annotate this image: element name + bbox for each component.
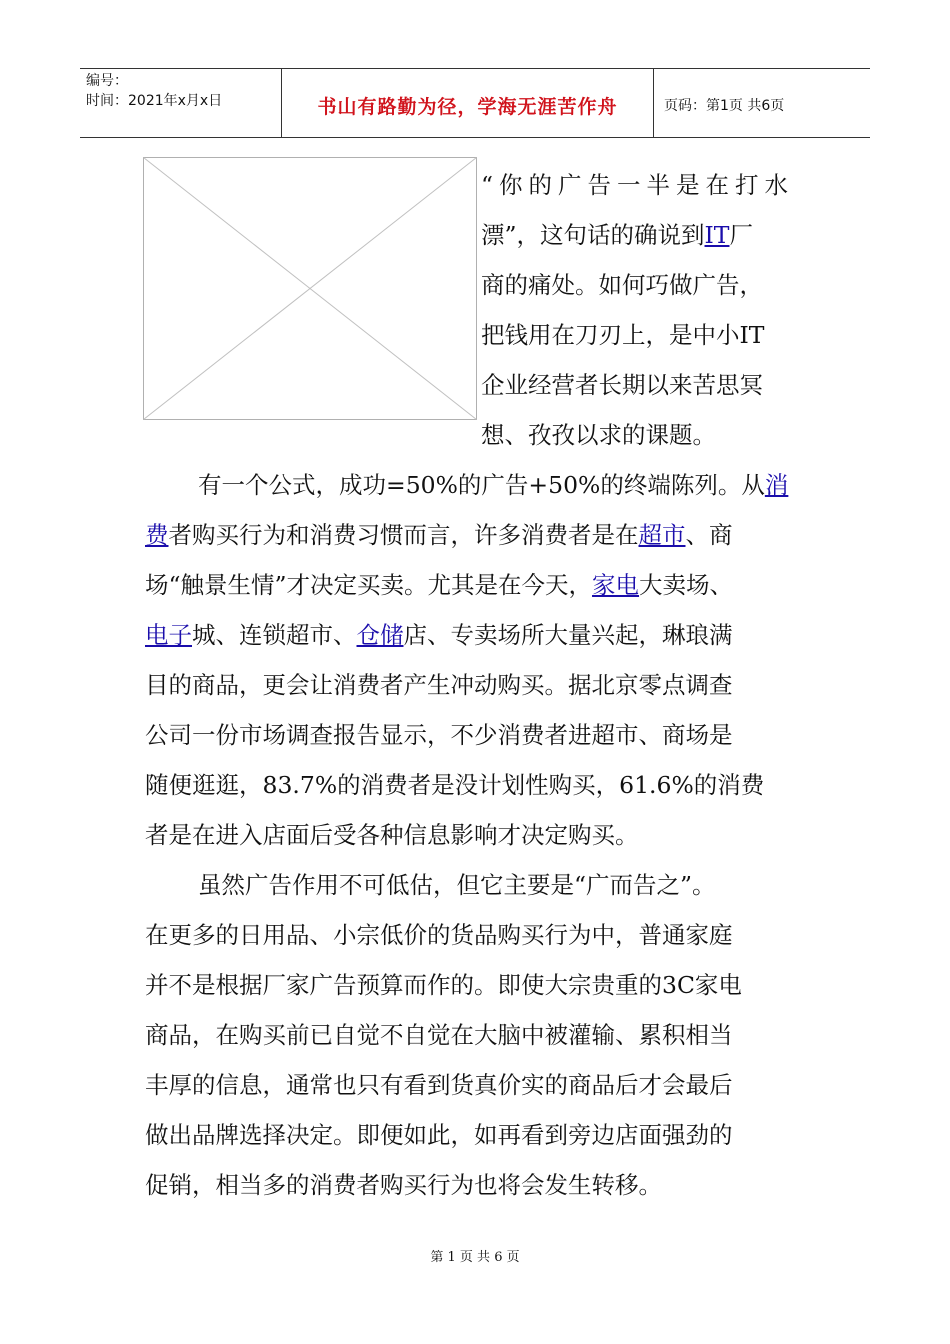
- text-run: 有一个公式，成功=50%的广告+50%的终端陈列。从: [198, 471, 765, 499]
- text-line: [145, 610, 733, 660]
- text-run: 店、专卖场所大量兴起，琳琅满: [403, 621, 733, 649]
- text-run: 商品，在购买前已自觉不自觉在大脑中被灌输、累积相当: [145, 1021, 733, 1049]
- text-line: [145, 560, 733, 610]
- text-run: 、商: [685, 521, 733, 549]
- text-line: [481, 260, 763, 310]
- text-line: [481, 210, 753, 260]
- image-placeholder: [143, 157, 477, 420]
- hyperlink[interactable]: 费: [145, 521, 169, 549]
- text-run: 并不是根据厂家广告预算而作的。即使大宗贵重的3C家电: [145, 971, 742, 999]
- text-line: [145, 960, 742, 1010]
- text-run: 商的痛处。如何巧做广告，: [481, 271, 763, 299]
- text-run: 厂: [729, 221, 753, 249]
- text-line: [481, 310, 764, 360]
- hyperlink[interactable]: 超市: [638, 521, 686, 549]
- text-line: [145, 1010, 733, 1060]
- text-line: [145, 1110, 733, 1160]
- text-line: [145, 810, 639, 860]
- text-line: [198, 860, 716, 910]
- hyperlink[interactable]: 家电: [592, 571, 640, 599]
- header-page-info: 页码：第1页 共6页: [664, 98, 785, 114]
- text-run: “你的广告一半是在打水: [481, 171, 795, 199]
- text-run: 想、孜孜以求的课题。: [481, 421, 716, 449]
- text-run: 随便逛逛，83.7%的消费者是没计划性购买，61.6%的消费: [145, 771, 765, 799]
- page-footer: 第 1 页 共 6 页: [430, 1250, 520, 1265]
- text-line: [481, 360, 763, 410]
- text-line: [198, 460, 788, 510]
- text-run: 虽然广告作用不可低估，但它主要是“广而告之”。: [198, 871, 716, 899]
- text-run: 促销，相当多的消费者购买行为也将会发生转移。: [145, 1171, 662, 1199]
- hyperlink[interactable]: 电子: [145, 621, 192, 649]
- text-line: [145, 1160, 662, 1210]
- document-date: 时间：2021年x月x日: [86, 93, 223, 109]
- header-motto: 书山有路勤为径，学海无涯苦作舟: [282, 69, 654, 137]
- text-run: 者是在进入店面后受各种信息影响才决定购买。: [145, 821, 639, 849]
- text-run: 把钱用在刀刃上，是中小IT: [481, 321, 765, 349]
- text-run: 大卖场、: [639, 571, 734, 599]
- text-line: [145, 1060, 733, 1110]
- text-run: 做出品牌选择决定。即便如此，如再看到旁边店面强劲的: [145, 1121, 733, 1149]
- text-run: 目的商品，更会让消费者产生冲动购买。据北京零点调查: [145, 671, 733, 699]
- page-header: [80, 68, 870, 138]
- text-line: [145, 910, 733, 960]
- text-run: 丰厚的信息，通常也只有看到货真价实的商品后才会最后: [145, 1071, 733, 1099]
- text-run: 企业经营者长期以来苦思冥: [481, 371, 763, 399]
- text-run: 场“触景生情”才决定买卖。尤其是在今天，: [145, 571, 593, 599]
- text-line: [145, 760, 764, 810]
- text-line: [145, 710, 733, 760]
- hyperlink[interactable]: 仓储: [356, 621, 404, 649]
- text-run: 在更多的日用品、小宗低价的货品购买行为中，普通家庭: [145, 921, 733, 949]
- text-run: 者购买行为和消费习惯而言，许多消费者是在: [168, 521, 639, 549]
- text-line: [481, 410, 716, 460]
- text-line: [145, 510, 733, 560]
- text-run: 漂”，这句话的确说到: [481, 221, 705, 249]
- text-run: 公司一份市场调查报告显示，不少消费者进超市、商场是: [145, 721, 733, 749]
- text-line: [145, 660, 733, 710]
- text-run: 城、连锁超市、: [192, 621, 357, 649]
- document-number-label: 编号：: [86, 73, 128, 89]
- text-line: [481, 160, 794, 210]
- hyperlink[interactable]: 消: [764, 471, 789, 499]
- hyperlink[interactable]: IT: [704, 221, 730, 249]
- header-meta: [80, 69, 282, 137]
